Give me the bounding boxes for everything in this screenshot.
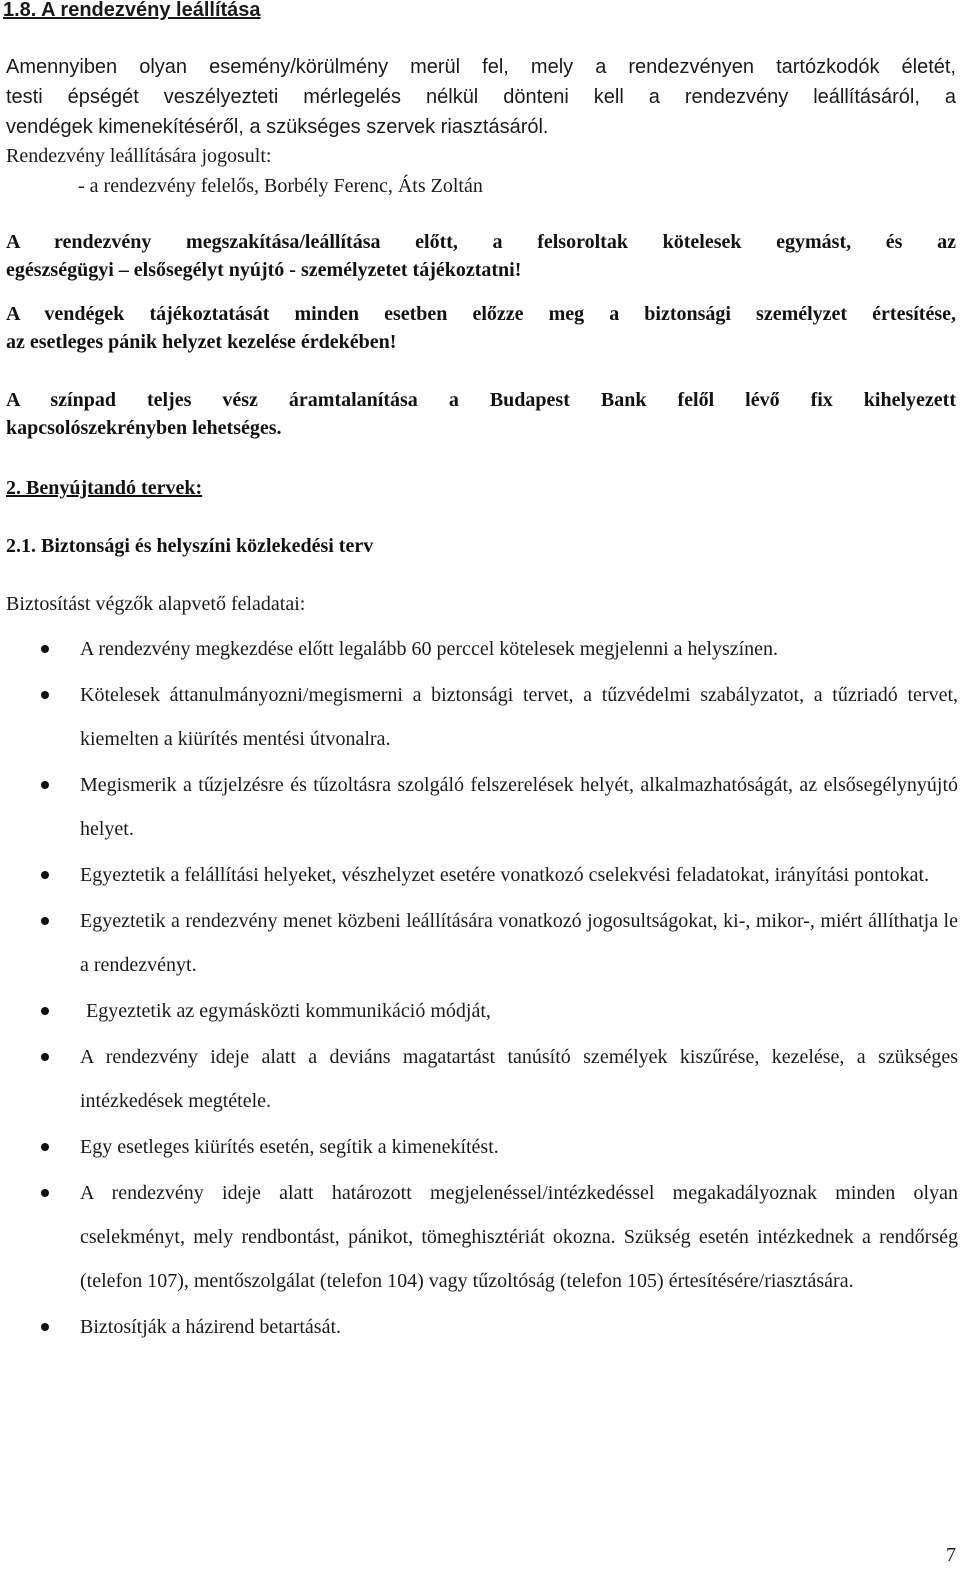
list-item: A rendezvény megkezdése előtt legalább 60 perccel kötelesek megjelenni a helyszínen. [0,627,958,671]
list-item: Egy esetleges kiürítés esetén, segítik a kimenekítést. [0,1125,958,1169]
list-item: Egyeztetik a felállítási helyeket, vészhelyzet esetére vonatkozó cselekvési feladatokat, irányítási pontokat. [0,853,958,897]
bullet-icon [41,1323,49,1331]
section-2-title: 2. Benyújtandó tervek: [6,477,203,499]
list-item: Egyeztetik az egymásközti kommunikáció módját, [0,989,958,1033]
notice-stage-power [6,386,956,442]
bullet-icon [41,645,49,653]
authorized-label: Rendezvény leállítására jogosult: [6,145,272,167]
notice-line: kapcsolószekrényben lehetséges. [6,417,282,439]
tasks-intro: Biztosítást végzők alapvető feladatai: [6,593,306,615]
bullet-icon [41,781,49,789]
notice-guest-info [6,300,956,356]
notice-line: A színpad teljes vész áramtalanítása a Budapest Bank felől lévő fix kihelyezett [6,389,956,411]
page-number: 7 [946,1544,956,1566]
notice-line: az esetleges pánik helyzet kezelése érdekében! [6,331,397,353]
list-item: Megismerik a tűzjelzésre és tűzoltásra szolgáló felszerelések helyét, alkalmazhatóságát, az elsősegélynyújtó helyet. [0,763,958,851]
section-heading: 1.8. A rendezvény leállítása [3,0,261,21]
bullet-icon [41,1053,49,1061]
intro-line: testi épségét veszélyezteti mérlegelés nélkül dönteni kell a rendezvény leállításáról, a [6,86,956,108]
bullet-icon [41,1143,49,1151]
notice-line: A vendégek tájékoztatását minden esetben előzze meg a biztonsági személyzet értesítése, [6,303,956,325]
bullet-icon [41,1007,49,1015]
bullet-icon [41,917,49,925]
bullet-icon [41,1189,49,1197]
list-item: A rendezvény ideje alatt határozott megjelenéssel/intézkedéssel megakadályoznak minden olyan cselekményt, mely rendbontást, pánikot, tömeghisztériát okozna. Szükség esetén intézkednek a rendőrség (telefon 107), mentőszolgálat (telefon 104) vagy tűzoltóság (telefon 105) értesítésére/riasztására. [0,1171,958,1303]
notice-line: A rendezvény megszakítása/leállítása előtt, a felsoroltak kötelesek egymást, és az [6,231,956,253]
list-item: Egyeztetik a rendezvény menet közbeni leállítására vonatkozó jogosultságokat, ki-, mikor-, miért állíthatja le a rendezvényt. [0,899,958,987]
list-item: Biztosítják a házirend betartását. [0,1305,958,1349]
intro-line: vendégek kimenekítéséről, a szükséges szervek riasztásáról. [6,116,549,138]
bullet-icon [41,871,49,879]
task-list [0,627,960,1351]
list-item: A rendezvény ideje alatt a deviáns magatartást tanúsító személyek kiszűrése, kezelése, a szükséges intézkedések megtétele. [0,1035,958,1123]
bullet-icon [41,691,49,699]
section-2-1-title: 2.1. Biztonsági és helyszíni közlekedési terv [6,535,374,557]
intro-line: Amennyiben olyan esemény/körülmény merül fel, mely a rendezvényen tartózkodók életét, [6,56,956,78]
intro-paragraph [6,52,956,142]
authorized-persons: - a rendezvény felelős, Borbély Ferenc, Áts Zoltán [78,175,483,197]
notice-line: egészségügyi – elsősegélyt nyújtó - személyzetet tájékoztatni! [6,259,522,281]
list-item: Kötelesek áttanulmányozni/megismerni a biztonsági tervet, a tűzvédelmi szabályzatot, a tűzriadó tervet, kiemelten a kiürítés mentési útvonalra. [0,673,958,761]
notice-stop-event [6,228,956,284]
